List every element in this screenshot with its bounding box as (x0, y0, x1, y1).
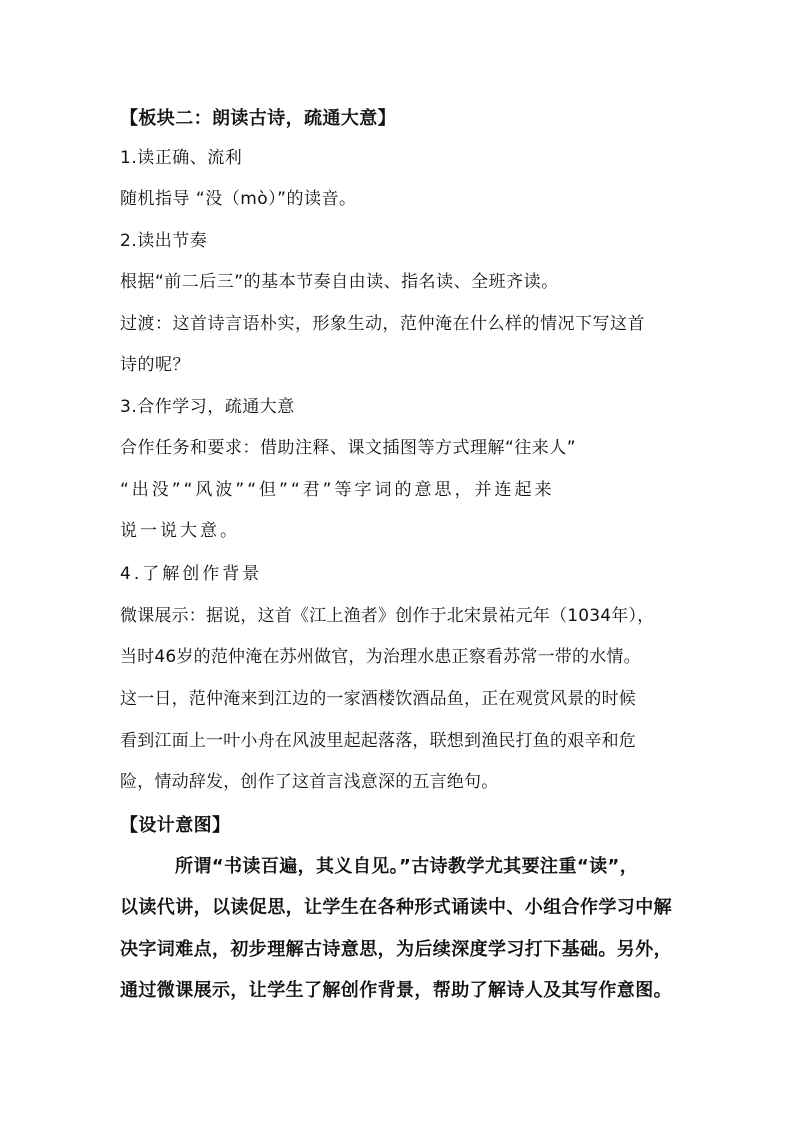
bg-line5: 险，情动辞发，创作了这首言浅意深的五言绝句。 (120, 772, 499, 792)
design-line2: 以读代讲，以读促思，让学生在各种形式诵读中、小组合作学习中解 (120, 897, 672, 918)
bg-line3: 这一日，范仲淹来到江边的一家酒楼饮酒品鱼，正在观赏风景的时候 (120, 689, 636, 709)
design-line1: 所谓“书读百遍，其义自见。”古诗教学尤其要注重“读”， (175, 856, 639, 877)
bg-line1: 微课展示：据说，这首《江上渔者》创作于北宋景祐元年（1034年）， (120, 606, 655, 626)
s4-heading: 4.了解创作背景 (120, 564, 263, 584)
design-title: 【设计意图】 (120, 815, 231, 836)
s2-body: 根据“前二后三”的基本节奏自由读、指名读、全班齐读。 (120, 272, 559, 292)
section-title: 【板块二：朗读古诗，疏通大意】 (120, 108, 396, 129)
s2-heading: 2.读出节奏 (120, 231, 208, 251)
task-line3: 说一说大意。 (120, 521, 240, 541)
design-line4: 通过微课展示，让学生了解创作背景，帮助了解诗人及其写作意图。 (120, 980, 672, 1001)
transition-line2: 诗的呢？ (120, 355, 190, 375)
s1-heading: 1.读正确、流利 (120, 148, 243, 168)
bg-line4: 看到江面上一叶小舟在风波里起起落落，联想到渔民打鱼的艰辛和危 (120, 731, 636, 751)
transition-line1: 过渡：这首诗言语朴实，形象生动，范仲淹在什么样的情况下写这首 (120, 314, 645, 334)
design-line3: 决字词难点，初步理解古诗意思，为后续深度学习打下基础。另外， (120, 939, 672, 960)
task-line2: “出没”“风波”“但”“君”等字词的意思，并连起来 (120, 480, 555, 500)
s1-body: 随机指导 “没（mò）”的读音。 (120, 189, 357, 209)
bg-line2: 当时46岁的范仲淹在苏州做官，为治理水患正察看苏常一带的水情。 (120, 647, 641, 667)
task-line1: 合作任务和要求：借助注释、课文插图等方式理解“往来人” (120, 438, 577, 458)
s3-heading: 3.合作学习，疏通大意 (120, 397, 295, 417)
